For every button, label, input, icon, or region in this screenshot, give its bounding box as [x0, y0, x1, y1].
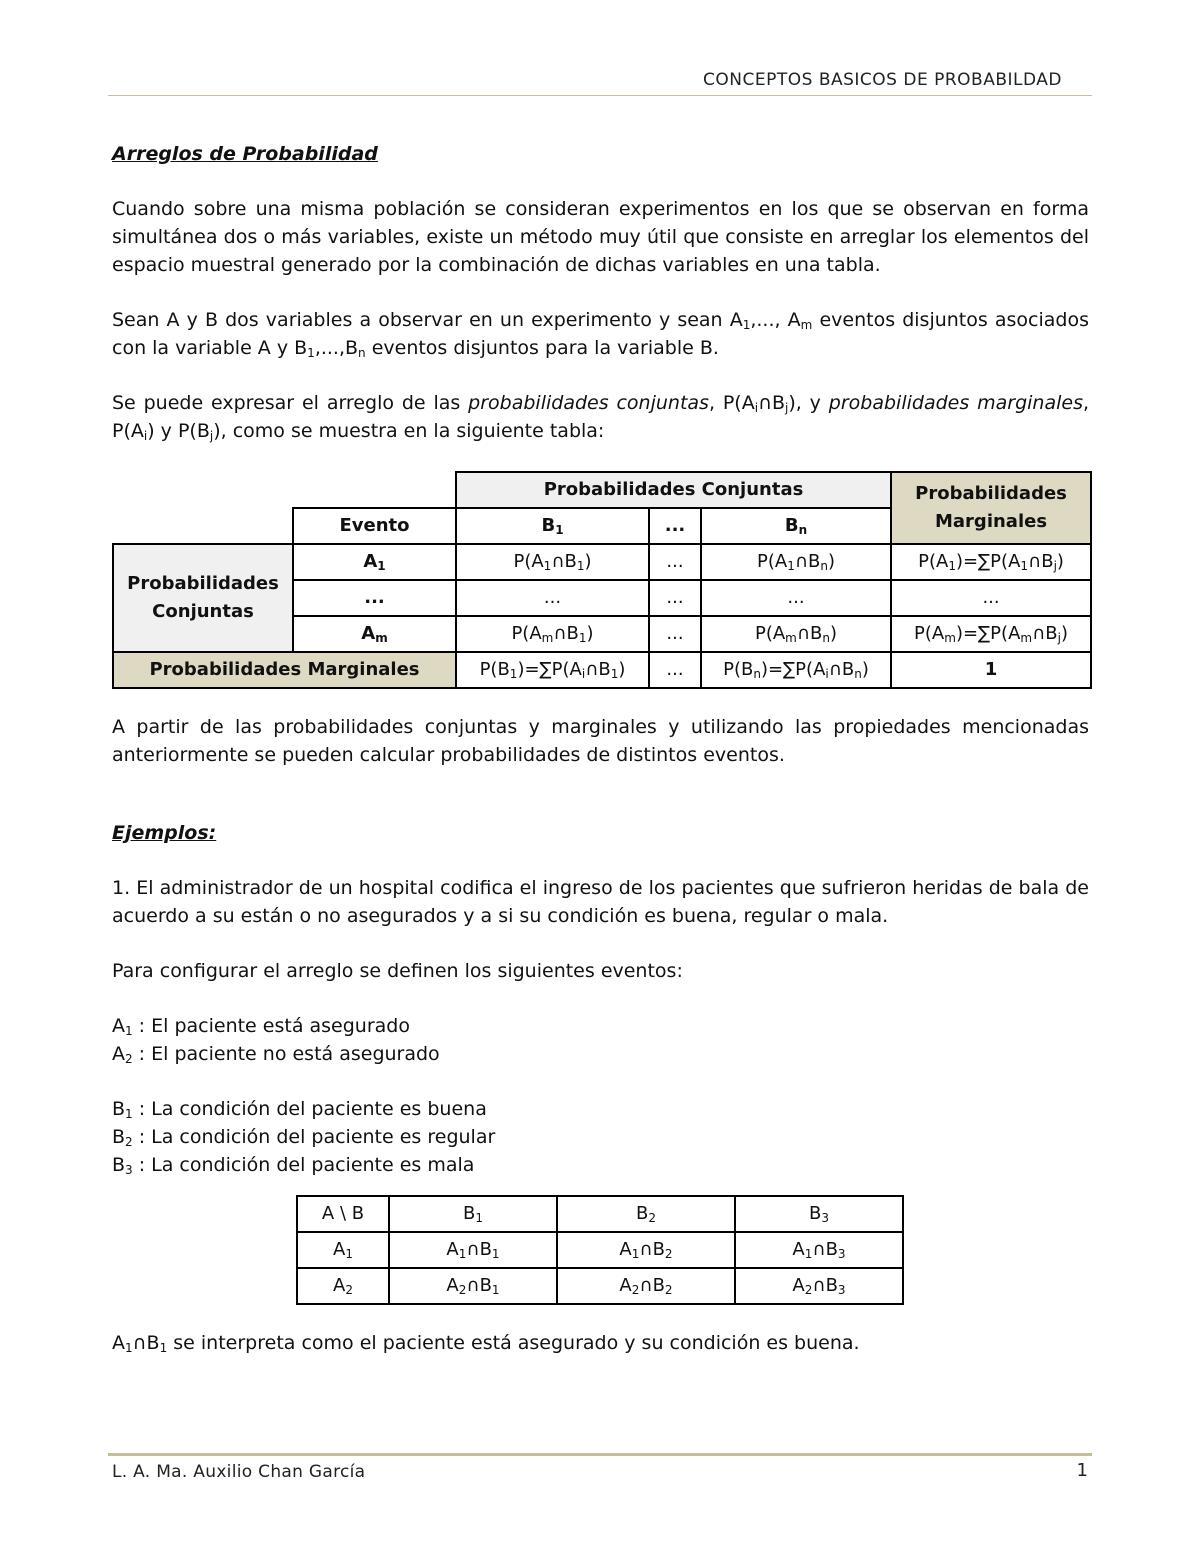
paragraph-calc: A partir de las probabilidades conjuntas y marginales y utilizando las propiedades mencionadas anteriormente se pueden calcular probabilidades de distintos eventos.: [112, 716, 1089, 766]
marginal-row-header: Probabilidades Marginales: [113, 652, 456, 688]
example-array-table: [296, 1195, 904, 1305]
cell: $P(A_1\cap B_n)$: [701, 544, 891, 580]
cell: $P(A_m\cap B_n)$: [701, 616, 891, 652]
example-events-intro: Para configurar el arreglo se definen los siguientes eventos:: [112, 960, 683, 982]
cell: $A_1\cap B_1$: [389, 1232, 557, 1268]
paragraph-variables: Sean A y B dos variables a observar en un experimento y sean $A_1$,..., $A_m$ eventos disjuntos asociados con la variable A y $B_1,...,B_n$ eventos disjuntos para la variable B.: [112, 309, 1089, 360]
cell: $A_2\cap B_3$: [735, 1268, 903, 1304]
row-group-header: Probabilidades Conjuntas: [113, 544, 293, 652]
event-a2: $A_2$ : El paciente no está asegurado: [112, 1043, 440, 1066]
cell: ...: [649, 652, 701, 688]
col-b3: $B_3$: [735, 1196, 903, 1232]
cell: $P(B_n)=\sum P(A_i\cap B_n)$: [701, 652, 891, 688]
page-content: [112, 140, 1089, 1357]
probability-array-table: [112, 471, 1092, 689]
event-b3: $B_3$ : La condición del paciente es mala: [112, 1154, 475, 1177]
col-b1: $B_1$: [456, 508, 649, 544]
row-a1: $A_1$: [293, 544, 456, 580]
cell: $P(A_1\cap B_1)$: [456, 544, 649, 580]
event-b2: $B_2$ : La condición del paciente es regular: [112, 1126, 496, 1149]
event-header: Evento: [293, 508, 456, 544]
cell: $A_1\cap B_3$: [735, 1232, 903, 1268]
joint-header: Probabilidades Conjuntas: [456, 472, 891, 508]
cell: $A_1\cap B_2$: [557, 1232, 735, 1268]
header-rule: [108, 95, 1092, 96]
cell: $P(A_m)=\sum P(A_m\cap B_j)$: [891, 616, 1091, 652]
col-ellipsis: ...: [649, 508, 701, 544]
cell: $A_2\cap B_2$: [557, 1268, 735, 1304]
cell: ...: [456, 580, 649, 616]
row-a2: $A_2$: [297, 1268, 389, 1304]
section-title: Arreglos de Probabilidad: [112, 143, 378, 165]
footer-rule: [108, 1453, 1092, 1456]
corner-cell: A \ B: [297, 1196, 389, 1232]
marginal-header: Probabilidades Marginales: [891, 472, 1091, 544]
cell: $P(A_1)=\sum P(A_1\cap B_j)$: [891, 544, 1091, 580]
col-bn: $B_n$: [701, 508, 891, 544]
paragraph-intro: Cuando sobre una misma población se consideran experimentos en los que se observan en forma simultánea dos o más variables, existe un método muy útil que consiste en arreglar los elementos del espacio muestral generado por la combinación de dichas variables en una tabla.: [112, 198, 1089, 276]
event-a1: $A_1$ : El paciente está asegurado: [112, 1015, 410, 1038]
footer-author: L. A. Ma. Auxilio Chan García: [112, 1462, 366, 1482]
row-ellipsis: ...: [293, 580, 456, 616]
col-b1: $B_1$: [389, 1196, 557, 1232]
cell: $A_2\cap B_1$: [389, 1268, 557, 1304]
page-number: 1: [1076, 1460, 1088, 1481]
examples-title: Ejemplos:: [112, 822, 217, 844]
cell: ...: [649, 616, 701, 652]
paragraph-table-intro: Se puede expresar el arreglo de las probabilidades conjuntas, $P(A_i\cap B_j)$, y probabilidades marginales, $P(A_i)$ y $P(B_j)$, como se muestra en la siguiente tabla:: [112, 392, 1090, 443]
col-b2: $B_2$: [557, 1196, 735, 1232]
cell: ...: [891, 580, 1091, 616]
cell: ...: [701, 580, 891, 616]
example-1: 1. El administrador de un hospital codifica el ingreso de los pacientes que sufrieron heridas de bala de acuerdo a su están o no asegurados y a si su condición es buena, regular o mala.: [112, 877, 1089, 927]
total-cell: 1: [891, 652, 1091, 688]
cell: ...: [649, 544, 701, 580]
cell: ...: [649, 580, 701, 616]
event-b1: $B_1$ : La condición del paciente es buena: [112, 1098, 487, 1121]
row-am: $A_m$: [293, 616, 456, 652]
cell: $P(B_1)=\sum P(A_i\cap B_1)$: [456, 652, 649, 688]
row-a1: $A_1$: [297, 1232, 389, 1268]
cell: $P(A_m\cap B_1)$: [456, 616, 649, 652]
page-header: CONCEPTOS BASICOS DE PROBABILDAD: [703, 70, 1062, 90]
interpretation: $A_1\cap B_1$ se interpreta como el paciente está asegurado y su condición es buena.: [112, 1332, 860, 1355]
